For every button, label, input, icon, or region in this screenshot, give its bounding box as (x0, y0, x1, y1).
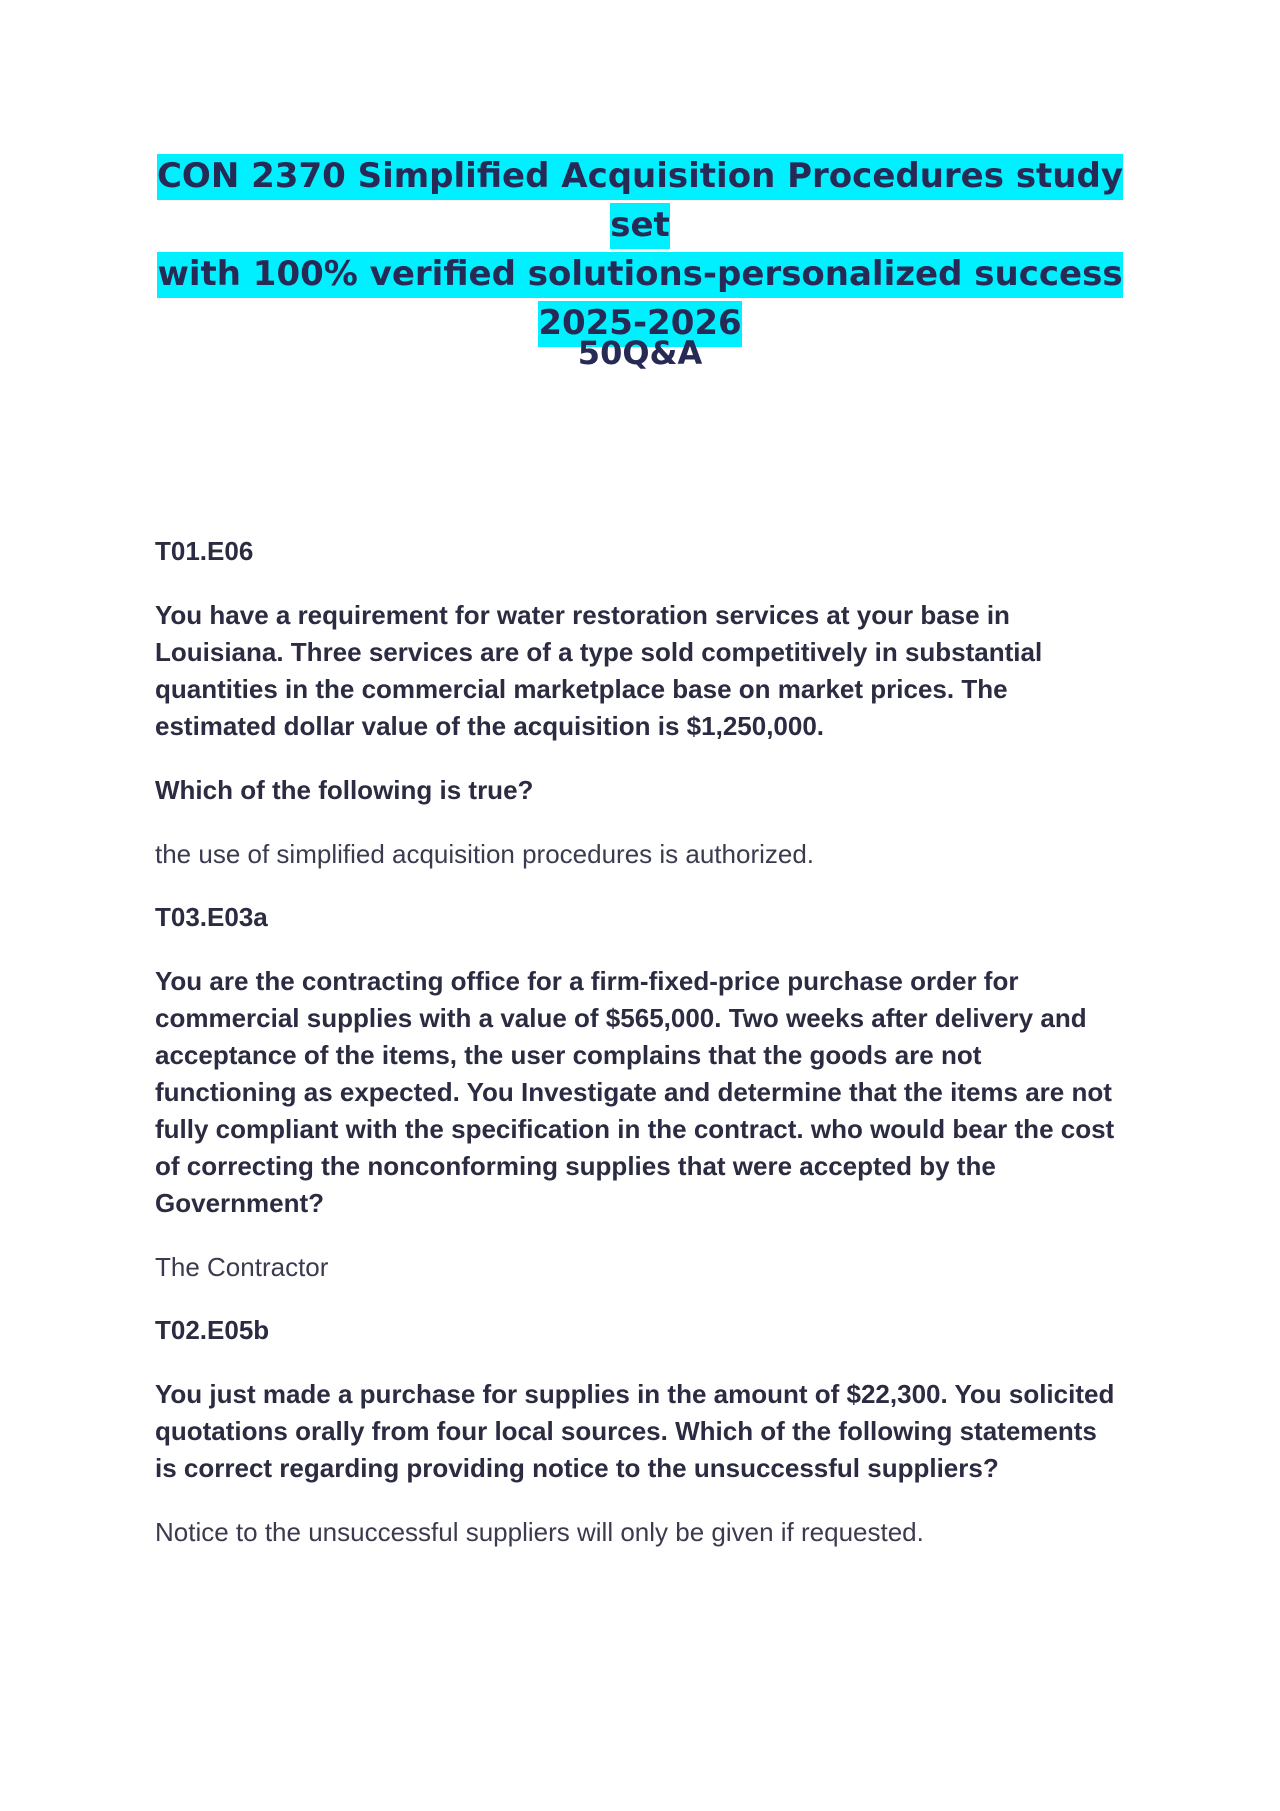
questions-list (155, 533, 1125, 1577)
question-text: You have a requirement for water restoration services at your base in Louisiana. Three services are of a type sold competitively in substantial quantities in the commercial marketplace base on market prices. The estimated dollar value of the acquisition is $1,250,000. (155, 600, 1043, 741)
question-block (155, 533, 1125, 873)
question-text: You just made a purchase for supplies in the amount of $22,300. You solicited quotations orally from four local sources. Which of the following statements is correct regarding providing notice to the unsuccessful suppliers? (155, 1379, 1115, 1483)
question-text: You are the contracting office for a firm-fixed-price purchase order for commercial supplies with a value of $565,000. Two weeks after delivery and acceptance of the items, the user complains that the goods are not functioning as expected. You Investigate and determine that the items are not fully compliant with the specification in the contract. who would bear the cost of correcting the nonconforming supplies that were accepted by the Government? (155, 966, 1115, 1218)
question-id: T01.E06 (155, 536, 254, 566)
document-title (140, 152, 1140, 348)
question-id: T03.E03a (155, 902, 268, 932)
title-line-3: 2025-2026 (538, 301, 741, 347)
question-prompt: Which of the following is true? (155, 775, 534, 805)
question-block (155, 899, 1125, 1286)
answer-text: the use of simplified acquisition procedures is authorized. (155, 839, 815, 869)
question-block (155, 1312, 1125, 1551)
question-id: T02.E05b (155, 1315, 270, 1345)
document-subtitle: 50Q&A (577, 334, 703, 372)
title-line-2: with 100% verified solutions-personalized success (157, 252, 1122, 298)
answer-text: The Contractor (155, 1252, 329, 1282)
answer-text: Notice to the unsuccessful suppliers will only be given if requested. (155, 1517, 924, 1547)
title-line-1: CON 2370 Simplified Acquisition Procedures study set (157, 154, 1123, 249)
